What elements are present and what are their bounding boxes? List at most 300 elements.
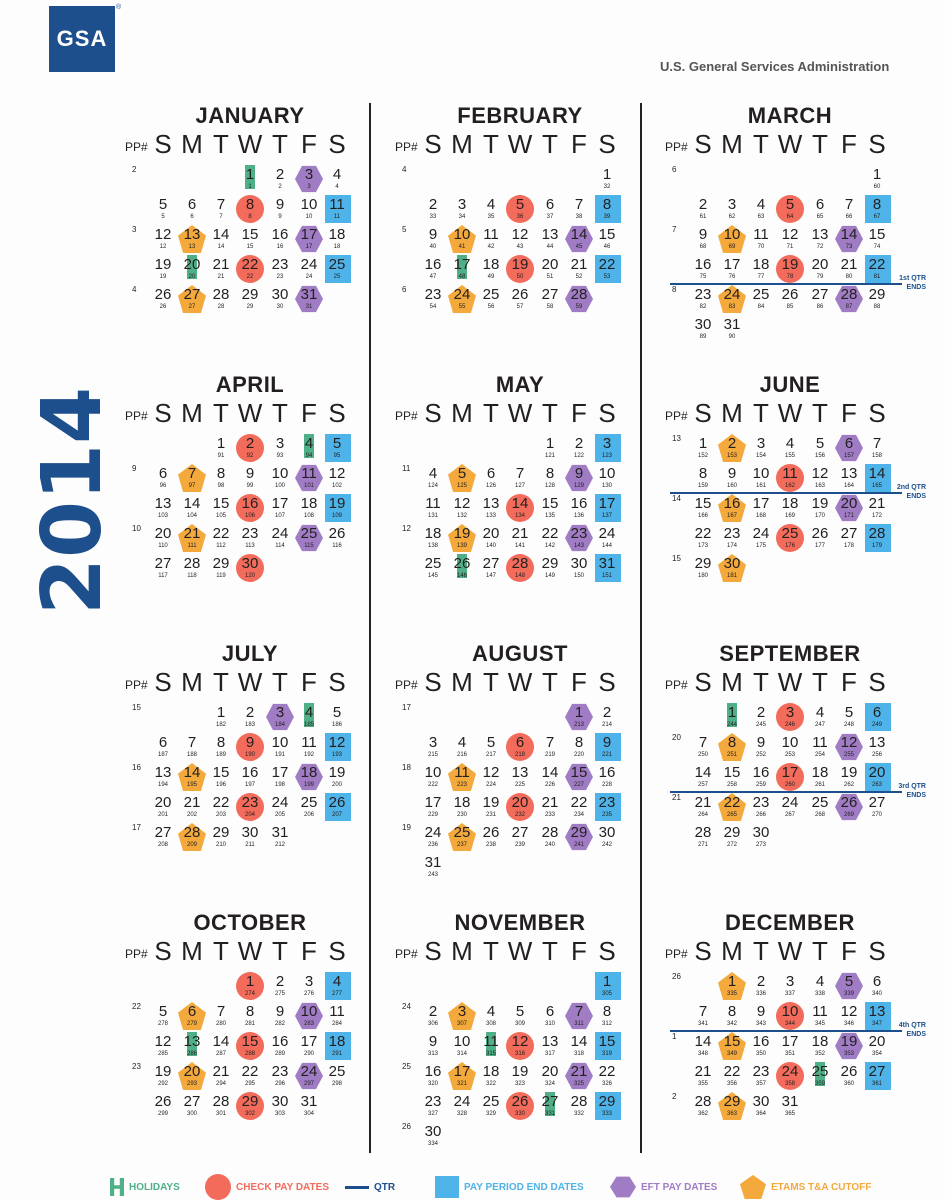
day-number: 27 [511, 824, 529, 841]
day-number: 11 [782, 465, 798, 482]
day-number: 5 [158, 1003, 168, 1020]
day-number: 19 [328, 764, 346, 781]
day-cell [834, 733, 864, 763]
day-cell [717, 703, 747, 733]
day-number: 5 [844, 704, 854, 721]
day-cell [535, 195, 565, 225]
day-cell [535, 524, 565, 554]
quarter-label: 4th QTR [898, 1022, 926, 1029]
year-label [25, 386, 120, 620]
day-number: 4 [815, 973, 825, 990]
day-cell [717, 1032, 747, 1062]
day-cell [564, 494, 594, 524]
day-number: 7 [515, 465, 525, 482]
day-number: 12 [154, 1033, 172, 1050]
julian-day: 110 [158, 543, 168, 549]
weekday-header: S [328, 936, 346, 966]
day-cell [177, 255, 207, 285]
day-cell [535, 285, 565, 315]
julian-day: 331 [544, 1111, 555, 1117]
day-cell [177, 763, 207, 793]
day-number: 19 [453, 525, 471, 542]
day-number: 10 [781, 734, 799, 751]
julian-day: 67 [873, 214, 881, 220]
day-cell [688, 793, 718, 823]
day-cell [476, 195, 506, 225]
julian-day: 353 [843, 1051, 854, 1057]
day-number: 23 [570, 525, 588, 542]
day-number: 12 [781, 226, 799, 243]
day-number: 13 [154, 495, 172, 512]
day-number: 18 [811, 1033, 829, 1050]
day-cell [746, 255, 776, 285]
julian-day: 257 [697, 782, 708, 788]
julian-day: 169 [784, 513, 795, 519]
day-number: 27 [541, 286, 559, 303]
julian-day: 92 [246, 453, 254, 459]
day-cell [564, 285, 594, 315]
day-cell [206, 1062, 236, 1092]
julian-day: 189 [215, 752, 226, 758]
julian-day: 49 [487, 274, 495, 280]
julian-day: 75 [699, 274, 707, 280]
day-number: 25 [482, 286, 500, 303]
julian-day: 300 [186, 1111, 197, 1117]
day-number: 5 [332, 704, 342, 721]
day-number: 22 [212, 794, 230, 811]
day-cell [564, 703, 594, 733]
day-cell [834, 1032, 864, 1062]
julian-day: 72 [816, 244, 824, 250]
julian-day: 261 [814, 782, 825, 788]
month-name: MARCH [747, 103, 833, 128]
day-number: 8 [727, 1003, 737, 1020]
julian-day: 126 [485, 483, 496, 489]
quarter-label: 3rd QTR [898, 783, 926, 790]
day-cell [476, 793, 506, 823]
julian-day: 342 [726, 1021, 737, 1027]
month-name: DECEMBER [725, 910, 855, 935]
julian-day: 124 [427, 483, 438, 489]
day-cell [775, 494, 805, 524]
day-cell [834, 195, 864, 225]
day-number: 23 [598, 794, 616, 811]
day-cell [265, 1032, 295, 1062]
day-number: 23 [271, 1063, 289, 1080]
pay-period-number: 26 [672, 972, 681, 981]
day-cell [746, 763, 776, 793]
day-cell [177, 1092, 207, 1122]
quarter-end-label [866, 1021, 926, 1039]
weekday-header: T [272, 129, 288, 159]
day-number: 18 [328, 226, 346, 243]
day-number: 1 [872, 166, 882, 183]
julian-day: 341 [697, 1021, 708, 1027]
day-cell [775, 972, 805, 1002]
day-number: 23 [241, 525, 259, 542]
day-number: 19 [781, 256, 799, 273]
day-number: 16 [271, 226, 289, 243]
day-number: 22 [868, 256, 886, 273]
julian-day: 113 [245, 543, 255, 549]
quarter-end-label [866, 274, 926, 292]
day-number: 14 [570, 1033, 588, 1050]
julian-day: 14 [217, 244, 225, 250]
day-cell [206, 225, 236, 255]
day-number: 8 [545, 465, 555, 482]
julian-day: 24 [305, 274, 313, 280]
day-cell [775, 434, 805, 464]
day-cell [447, 793, 477, 823]
julian-day: 277 [331, 991, 342, 997]
julian-day: 68 [699, 244, 707, 250]
day-cell [834, 524, 864, 554]
pp-header: PP# [665, 678, 688, 692]
day-cell [505, 464, 535, 494]
day-number: 3 [785, 973, 795, 990]
julian-day: 168 [755, 513, 766, 519]
julian-day: 194 [157, 782, 168, 788]
day-cell [564, 763, 594, 793]
day-number: 22 [598, 256, 616, 273]
julian-day: 243 [427, 872, 438, 878]
day-cell [564, 1092, 594, 1122]
day-cell [688, 763, 718, 793]
day-number: 10 [453, 226, 471, 243]
pp-header: PP# [395, 947, 418, 961]
day-number: 18 [781, 495, 799, 512]
day-cell [834, 703, 864, 733]
julian-day: 43 [516, 244, 524, 250]
pp-header: PP# [665, 409, 688, 423]
day-number: 1 [216, 704, 226, 721]
day-cell [688, 464, 718, 494]
day-cell [294, 165, 324, 195]
day-cell [418, 255, 448, 285]
day-cell [805, 285, 835, 315]
legend-label: HOLIDAYS [129, 1181, 180, 1193]
day-number: 4 [785, 435, 795, 452]
day-number: 7 [216, 196, 226, 213]
weekday-header: T [272, 936, 288, 966]
day-cell [688, 315, 718, 345]
julian-day: 359 [814, 1081, 825, 1087]
julian-day: 6 [190, 214, 194, 220]
day-cell [834, 434, 864, 464]
pay-period-number: 10 [132, 524, 141, 533]
day-cell [564, 255, 594, 285]
weekday-header: W [507, 667, 533, 697]
month-name: JULY [221, 641, 279, 666]
day-number: 30 [570, 555, 588, 572]
day-cell [862, 225, 892, 255]
julian-day: 23 [276, 274, 284, 280]
day-cell [294, 1092, 324, 1122]
pp-header: PP# [125, 678, 148, 692]
julian-day: 332 [573, 1111, 584, 1117]
julian-day: 26 [159, 304, 167, 310]
day-number: 20 [868, 764, 886, 781]
day-cell [206, 793, 236, 823]
day-cell [235, 255, 265, 285]
julian-day: 101 [303, 483, 314, 489]
day-cell [775, 793, 805, 823]
julian-day: 267 [784, 812, 795, 818]
julian-day: 112 [216, 543, 226, 549]
day-cell [592, 763, 622, 793]
weekday-header: F [571, 667, 587, 697]
day-cell [564, 793, 594, 823]
julian-day: 9 [278, 214, 282, 220]
julian-day: 97 [188, 483, 196, 489]
day-cell [177, 1062, 207, 1092]
day-cell [688, 434, 718, 464]
weekday-header: M [451, 667, 473, 697]
day-number: 10 [598, 465, 616, 482]
julian-day: 196 [215, 782, 226, 788]
day-cell [294, 464, 324, 494]
weekday-header: W [237, 398, 263, 428]
day-cell [505, 1002, 535, 1032]
day-cell [322, 225, 352, 255]
day-number: 28 [570, 1093, 588, 1110]
day-cell [265, 1062, 295, 1092]
quarter-ends-label: ENDS [906, 1031, 926, 1038]
weekday-header: W [507, 129, 533, 159]
day-number: 12 [453, 495, 471, 512]
holiday-icon [110, 1178, 124, 1196]
day-cell [265, 972, 295, 1002]
julian-day: 180 [697, 573, 708, 579]
weekday-header: F [301, 936, 317, 966]
day-number: 1 [727, 704, 737, 721]
weekday-header: S [868, 667, 886, 697]
day-cell [447, 1092, 477, 1122]
day-number: 14 [212, 1033, 230, 1050]
julian-day: 230 [456, 812, 467, 818]
day-cell [235, 972, 265, 1002]
julian-day: 336 [755, 991, 766, 997]
day-cell [177, 225, 207, 255]
julian-day: 212 [274, 842, 285, 848]
pay-period-number: 9 [132, 464, 137, 473]
day-number: 31 [723, 316, 741, 333]
day-cell [322, 524, 352, 554]
quarter-ends-label: ENDS [906, 493, 926, 500]
day-number: 17 [271, 495, 289, 512]
day-number: 15 [541, 495, 559, 512]
day-number: 6 [815, 196, 825, 213]
day-number: 5 [457, 465, 467, 482]
day-number: 2 [698, 196, 708, 213]
day-cell [746, 225, 776, 255]
day-cell [294, 494, 324, 524]
day-cell [265, 255, 295, 285]
day-cell [476, 763, 506, 793]
day-number: 21 [570, 1063, 588, 1080]
julian-day: 55 [458, 304, 466, 310]
day-number: 19 [511, 256, 529, 273]
day-number: 5 [515, 1003, 525, 1020]
day-number: 20 [482, 525, 500, 542]
julian-day: 170 [814, 513, 825, 519]
day-number: 8 [698, 465, 708, 482]
julian-day: 117 [158, 573, 168, 579]
day-number: 3 [275, 435, 285, 452]
day-cell [564, 1032, 594, 1062]
legend-item [205, 1176, 329, 1198]
weekday-header: W [237, 667, 263, 697]
day-number: 1 [602, 973, 612, 990]
julian-day: 98 [217, 483, 225, 489]
pay-period-number: 15 [132, 703, 141, 712]
julian-day: 66 [845, 214, 853, 220]
day-number: 24 [271, 794, 289, 811]
julian-day: 80 [845, 274, 853, 280]
day-cell [717, 285, 747, 315]
line-icon [345, 1186, 369, 1189]
day-cell [177, 1002, 207, 1032]
day-cell [447, 1032, 477, 1062]
day-number: 26 [511, 1093, 529, 1110]
julian-day: 106 [244, 513, 255, 519]
month-name: NOVEMBER [454, 910, 586, 935]
day-number: 12 [511, 1033, 529, 1050]
day-cell [775, 1092, 805, 1122]
julian-day: 153 [726, 453, 737, 459]
julian-day: 236 [427, 842, 438, 848]
julian-day: 282 [274, 1021, 285, 1027]
day-cell [235, 195, 265, 225]
julian-day: 281 [244, 1021, 255, 1027]
julian-day: 278 [157, 1021, 168, 1027]
day-cell [592, 733, 622, 763]
julian-day: 248 [843, 722, 854, 728]
day-number: 11 [425, 495, 441, 512]
julian-day: 74 [873, 244, 881, 250]
julian-day: 141 [514, 543, 525, 549]
day-cell [235, 554, 265, 584]
julian-day: 239 [514, 842, 525, 848]
weekday-header: W [777, 129, 803, 159]
julian-day: 167 [726, 513, 737, 519]
day-number: 6 [545, 1003, 555, 1020]
julian-day: 114 [275, 543, 285, 549]
day-number: 18 [752, 256, 770, 273]
julian-day: 296 [274, 1081, 285, 1087]
day-cell [805, 703, 835, 733]
day-cell [535, 434, 565, 464]
day-number: 25 [328, 256, 346, 273]
julian-day: 294 [215, 1081, 226, 1087]
pay-period-number: 2 [672, 1092, 677, 1101]
day-cell [322, 1002, 352, 1032]
day-number: 20 [541, 256, 559, 273]
day-number: 29 [598, 1093, 616, 1110]
day-cell [592, 165, 622, 195]
day-cell [535, 733, 565, 763]
julian-day: 47 [429, 274, 437, 280]
day-number: 7 [187, 465, 197, 482]
day-number: 6 [545, 196, 555, 213]
day-number: 15 [241, 1033, 259, 1050]
julian-day: 263 [871, 782, 882, 788]
day-number: 17 [300, 1033, 318, 1050]
day-number: 6 [158, 734, 168, 751]
day-cell [592, 225, 622, 255]
julian-day: 91 [217, 453, 225, 459]
day-number: 25 [752, 286, 770, 303]
day-cell [717, 195, 747, 225]
day-cell [235, 464, 265, 494]
day-cell [505, 1032, 535, 1062]
julian-day: 316 [514, 1051, 525, 1057]
day-cell [206, 255, 236, 285]
pay-period-number: 6 [672, 165, 677, 174]
julian-day: 264 [697, 812, 708, 818]
day-number: 20 [183, 1063, 201, 1080]
day-number: 18 [453, 794, 471, 811]
day-number: 10 [300, 1003, 318, 1020]
julian-day: 89 [699, 334, 707, 340]
day-cell [746, 524, 776, 554]
day-cell [206, 703, 236, 733]
julian-day: 247 [814, 722, 825, 728]
pay-period-number: 17 [132, 823, 141, 832]
day-number: 2 [428, 1003, 438, 1020]
weekday-header: S [598, 667, 616, 697]
day-cell [834, 225, 864, 255]
julian-day: 33 [429, 214, 437, 220]
julian-day: 109 [331, 513, 342, 519]
day-cell [235, 165, 265, 195]
day-cell [418, 225, 448, 255]
julian-day: 210 [215, 842, 226, 848]
julian-day: 271 [697, 842, 708, 848]
day-number: 25 [781, 525, 799, 542]
gsa-logo [49, 6, 115, 72]
julian-day: 226 [544, 782, 555, 788]
julian-day: 4 [335, 184, 339, 190]
day-number: 31 [598, 555, 616, 572]
quarter-end-label [866, 483, 926, 501]
quarter-end-label [866, 782, 926, 800]
julian-day: 197 [244, 782, 255, 788]
day-cell [746, 1032, 776, 1062]
weekday-header: T [812, 129, 828, 159]
day-number: 17 [723, 256, 741, 273]
day-cell [805, 195, 835, 225]
day-number: 3 [602, 435, 612, 452]
day-cell [447, 554, 477, 584]
day-cell [592, 793, 622, 823]
day-cell [717, 315, 747, 345]
day-number: 14 [212, 226, 230, 243]
day-number: 11 [329, 196, 345, 213]
day-cell [476, 554, 506, 584]
day-cell [322, 703, 352, 733]
julian-day: 245 [755, 722, 766, 728]
julian-day: 85 [786, 304, 794, 310]
julian-day: 218 [514, 752, 525, 758]
day-number: 23 [723, 525, 741, 542]
julian-day: 120 [244, 573, 255, 579]
day-number: 26 [328, 794, 346, 811]
day-cell [322, 165, 352, 195]
day-number: 29 [723, 824, 741, 841]
julian-day: 343 [755, 1021, 766, 1027]
julian-day: 204 [244, 812, 255, 818]
